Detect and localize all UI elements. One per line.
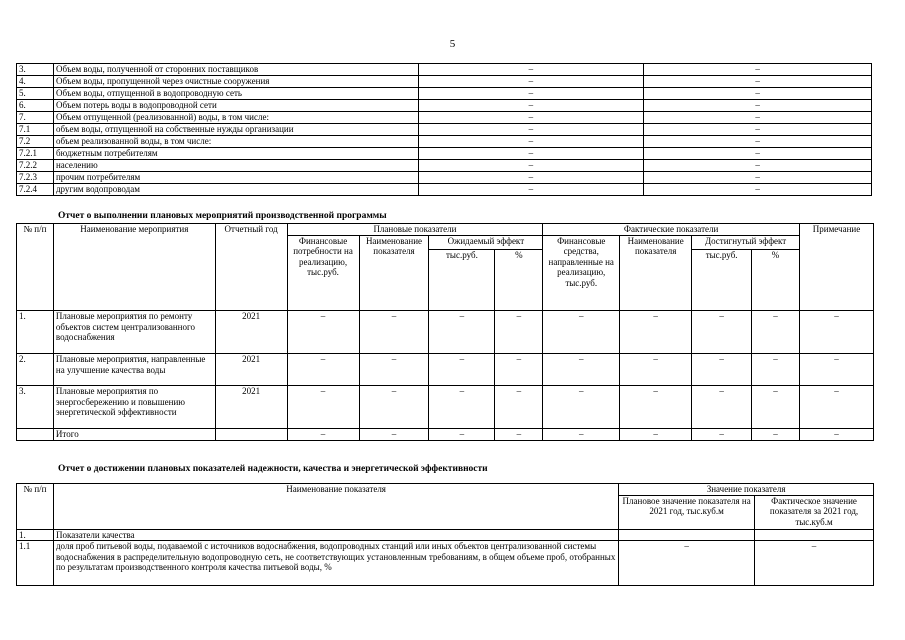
table-row xyxy=(17,100,872,112)
header-row xyxy=(17,484,874,496)
row-value: – xyxy=(752,386,800,429)
row-name: Объем воды, отпущенной в водопроводную сеть xyxy=(53,88,418,100)
row-value: – xyxy=(429,386,495,429)
row-value: – xyxy=(359,429,429,441)
row-value: – xyxy=(418,112,644,124)
table-row xyxy=(17,311,874,354)
header-year: Отчетный год xyxy=(215,224,287,311)
row-value: – xyxy=(543,311,620,354)
header-note: Примечание xyxy=(799,224,873,311)
header-fact: Фактическое значение показателя за 2021 год, тыс.куб.м xyxy=(755,495,874,529)
section-title: Отчет о выполнении плановых мероприятий производственной программы xyxy=(58,211,387,221)
program-measures-table xyxy=(16,223,874,441)
row-number: 7.2.2 xyxy=(17,160,54,172)
row-value: – xyxy=(418,160,644,172)
row-name: объем реализованной воды, в том числе: xyxy=(53,136,418,148)
table-row xyxy=(17,354,874,386)
row-value: – xyxy=(644,172,872,184)
row-value: – xyxy=(418,148,644,160)
total-row xyxy=(17,429,874,441)
row-number: 7.2.4 xyxy=(17,184,54,196)
row-value: – xyxy=(799,354,873,386)
row-number: 6. xyxy=(17,100,54,112)
header-num: № п/п xyxy=(17,224,54,311)
row-year: 2021 xyxy=(215,311,287,354)
row-value: – xyxy=(543,354,620,386)
row-value: – xyxy=(287,311,359,354)
header-fact-indicator: Наименование показателя xyxy=(620,235,692,311)
row-number: 3. xyxy=(17,386,54,429)
header-rub: тыс.руб. xyxy=(429,250,495,311)
row-value: – xyxy=(543,429,620,441)
row-value: – xyxy=(429,429,495,441)
row-value: – xyxy=(287,354,359,386)
page-number: 5 xyxy=(449,38,456,50)
header-plan: Плановые показатели xyxy=(287,224,543,236)
row-value: – xyxy=(620,354,692,386)
row-value: – xyxy=(755,541,874,586)
water-volume-table xyxy=(16,63,872,196)
row-value: – xyxy=(495,429,543,441)
row-value: – xyxy=(620,311,692,354)
header-rub: тыс.руб. xyxy=(692,250,752,311)
row-number: 4. xyxy=(17,76,54,88)
row-value: – xyxy=(752,354,800,386)
row-value: – xyxy=(799,386,873,429)
row-value: – xyxy=(359,311,429,354)
row-name: Объем воды, пропущенной через очистные сооружения xyxy=(53,76,418,88)
table-row xyxy=(17,148,872,160)
row-name: населению xyxy=(53,160,418,172)
row-value: – xyxy=(418,88,644,100)
row-value: – xyxy=(359,354,429,386)
table-row xyxy=(17,184,872,196)
row-value xyxy=(755,529,874,541)
table-row xyxy=(17,76,872,88)
section-title: Отчет о достижении плановых показателей надежности, качества и энергетической эффективности xyxy=(58,464,488,474)
row-value: – xyxy=(495,311,543,354)
row-value: – xyxy=(644,112,872,124)
row-name: объем воды, отпущенной на собственные нужды организации xyxy=(53,124,418,136)
row-number: 7.2.1 xyxy=(17,148,54,160)
header-num: № п/п xyxy=(17,484,54,530)
row-name: Плановые мероприятия по энергосбережению и повышению энергетической эффективности xyxy=(53,386,215,429)
row-value: – xyxy=(359,386,429,429)
row-value: – xyxy=(644,88,872,100)
row-value: – xyxy=(644,148,872,160)
table-row xyxy=(17,136,872,148)
row-value: – xyxy=(620,429,692,441)
row-number: 1.1 xyxy=(17,541,54,586)
header-value: Значение показателя xyxy=(619,484,874,496)
row-value xyxy=(619,529,755,541)
row-value: – xyxy=(799,429,873,441)
row-number: 1. xyxy=(17,529,54,541)
row-number: 7. xyxy=(17,112,54,124)
row-number xyxy=(17,429,54,441)
row-value: – xyxy=(644,124,872,136)
header-plan-fin: Финансовые потребности на реализацию, тыс.руб. xyxy=(287,235,359,311)
row-value: – xyxy=(692,386,752,429)
row-value: – xyxy=(287,429,359,441)
row-number: 2. xyxy=(17,354,54,386)
table-row xyxy=(17,172,872,184)
row-value: – xyxy=(418,76,644,88)
header-pct: % xyxy=(495,250,543,311)
row-number: 7.2 xyxy=(17,136,54,148)
table-row xyxy=(17,541,874,586)
row-name: Объем отпущенной (реализованной) воды, в том числе: xyxy=(53,112,418,124)
table-row xyxy=(17,160,872,172)
row-value: – xyxy=(752,429,800,441)
table-row xyxy=(17,386,874,429)
row-value: – xyxy=(644,160,872,172)
row-value: – xyxy=(418,100,644,112)
row-value: – xyxy=(543,386,620,429)
row-name: бюджетным потребителям xyxy=(53,148,418,160)
header-pct: % xyxy=(752,250,800,311)
row-number: 3. xyxy=(17,64,54,76)
row-value: – xyxy=(620,386,692,429)
row-value: – xyxy=(619,541,755,586)
row-value: – xyxy=(429,311,495,354)
header-plan-indicator: Наименование показателя xyxy=(359,235,429,311)
row-year: 2021 xyxy=(215,354,287,386)
row-value: – xyxy=(692,354,752,386)
row-value: – xyxy=(418,136,644,148)
row-name: другим водопроводам xyxy=(53,184,418,196)
row-value: – xyxy=(644,184,872,196)
row-name: Объем потерь воды в водопроводной сети xyxy=(53,100,418,112)
header-plan: Плановое значение показателя на 2021 год, тыс.куб.м xyxy=(619,495,755,529)
row-number: 7.1 xyxy=(17,124,54,136)
row-value: – xyxy=(418,172,644,184)
row-value: – xyxy=(644,76,872,88)
row-value: – xyxy=(644,100,872,112)
row-value: – xyxy=(692,311,752,354)
table-row xyxy=(17,112,872,124)
row-value: – xyxy=(418,124,644,136)
header-row xyxy=(17,224,874,236)
row-value: – xyxy=(495,386,543,429)
row-value: – xyxy=(752,311,800,354)
row-number: 5. xyxy=(17,88,54,100)
header-name: Наименование показателя xyxy=(53,484,618,530)
header-fact-effect: Достигнутый эффект xyxy=(692,235,800,250)
row-name: доля проб питьевой воды, подаваемой с источников водоснабжения, водопроводных станций или иных объектов централизованной системы водоснабжения в распределительную водопроводную сеть, не соответствующих установленным требованиям, в общем объеме проб, отобранных по результатам производственного контроля качества питьевой воды, % xyxy=(53,541,618,586)
table-row xyxy=(17,64,872,76)
row-name: прочим потребителям xyxy=(53,172,418,184)
row-number: 7.2.3 xyxy=(17,172,54,184)
row-value: – xyxy=(644,64,872,76)
row-year: 2021 xyxy=(215,386,287,429)
header-fact-fin: Финансовые средства, направленные на реализацию, тыс.руб. xyxy=(543,235,620,311)
row-name: Плановые мероприятия по ремонту объектов систем централизованного водоснабжения xyxy=(53,311,215,354)
indicators-table xyxy=(16,483,874,586)
row-value: – xyxy=(644,136,872,148)
header-plan-effect: Ожидаемый эффект xyxy=(429,235,543,250)
header-fact: Фактические показатели xyxy=(543,224,800,236)
row-value: – xyxy=(418,64,644,76)
row-name: Показатели качества xyxy=(53,529,618,541)
table-row xyxy=(17,124,872,136)
table-row xyxy=(17,529,874,541)
row-value: – xyxy=(418,184,644,196)
row-value: – xyxy=(495,354,543,386)
row-name: Объем воды, полученной от сторонних поставщиков xyxy=(53,64,418,76)
row-name: Плановые мероприятия, направленные на улучшение качества воды xyxy=(53,354,215,386)
row-value: – xyxy=(799,311,873,354)
table-row xyxy=(17,88,872,100)
header-name: Наименование мероприятия xyxy=(53,224,215,311)
row-number: 1. xyxy=(17,311,54,354)
row-value: – xyxy=(429,354,495,386)
row-value: – xyxy=(287,386,359,429)
row-year xyxy=(215,429,287,441)
row-value: – xyxy=(692,429,752,441)
total-label: Итого xyxy=(53,429,215,441)
